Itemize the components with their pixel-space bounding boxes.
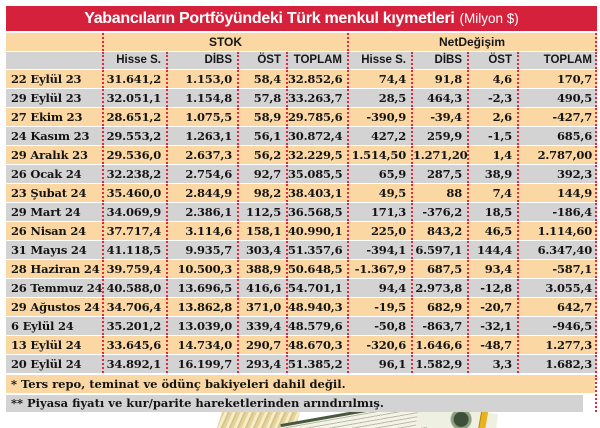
value-cell: 1.154,8 (166, 89, 237, 107)
value-cell: 3.114,6 (166, 222, 237, 240)
value-cell: 94,4 (347, 279, 411, 297)
value-cell: 92,7 (237, 165, 286, 183)
value-cell: 30.872,4 (286, 127, 347, 145)
value-cell: 427,2 (347, 127, 411, 145)
table-row (6, 317, 597, 335)
value-cell: 48.670,3 (286, 336, 347, 354)
title-unit: (Milyon $) (459, 11, 519, 26)
table-row (6, 108, 597, 126)
value-cell: 13.862,8 (166, 298, 237, 316)
value-cell: 464,3 (411, 89, 467, 107)
value-cell: 259,9 (411, 127, 467, 145)
value-cell: 1.682,3 (517, 355, 597, 373)
table-row (6, 260, 597, 278)
table-row (6, 336, 597, 354)
group-header-stok: STOK (102, 33, 347, 51)
date-cell: 29 Aralık 23 (11, 148, 88, 162)
column-header-date (6, 52, 102, 69)
value-cell: 35.201,2 (102, 317, 166, 335)
value-cell: -320,6 (347, 336, 411, 354)
value-cell: 7,4 (467, 184, 517, 202)
value-cell: 3,3 (467, 355, 517, 373)
value-cell: 33.263,7 (286, 89, 347, 107)
value-cell: -48,7 (467, 336, 517, 354)
securities-table-panel (6, 6, 597, 412)
value-cell: -50,8 (347, 317, 411, 335)
value-cell: 1.277,3 (517, 336, 597, 354)
value-cell: 91,8 (411, 70, 467, 88)
value-cell: 1.514,50 (347, 146, 411, 164)
date-cell: 28 Haziran 24 (11, 262, 100, 276)
value-cell: 1.114,60 (517, 222, 597, 240)
value-cell: 225,0 (347, 222, 411, 240)
value-cell: 38,9 (467, 165, 517, 183)
column-header: ÖST (467, 52, 517, 69)
value-cell: 2.973,8 (411, 279, 467, 297)
value-cell: -19,5 (347, 298, 411, 316)
date-cell: 6 Eylül 24 (11, 319, 74, 333)
value-cell: 58,4 (237, 70, 286, 88)
value-cell: 6.347,40 (517, 241, 597, 259)
date-cell: 31 Mayıs 24 (11, 243, 87, 257)
date-cell: 13 Eylül 24 (11, 338, 82, 352)
table-row (6, 146, 597, 164)
value-cell: 1.075,5 (166, 108, 237, 126)
value-cell: 371,0 (237, 298, 286, 316)
table-row (6, 165, 597, 183)
value-cell: 416,6 (237, 279, 286, 297)
value-cell: 171,3 (347, 203, 411, 221)
value-cell: 1.582,9 (411, 355, 467, 373)
value-cell: 40.990,1 (286, 222, 347, 240)
value-cell: 74,4 (347, 70, 411, 88)
value-cell: 36.568,5 (286, 203, 347, 221)
value-cell: -12,8 (467, 279, 517, 297)
value-cell: 65,9 (347, 165, 411, 183)
date-cell: 26 Nisan 24 (11, 224, 86, 238)
value-cell: 93,4 (467, 260, 517, 278)
page-title: Yabancıların Portföyündeki Türk menkul kıymetleri (84, 9, 455, 27)
value-cell: 50.648,5 (286, 260, 347, 278)
value-cell: 54.701,1 (286, 279, 347, 297)
value-cell: 46,5 (467, 222, 517, 240)
date-cell: 29 Mart 24 (11, 205, 81, 219)
table-row (6, 70, 597, 88)
value-cell: 392,3 (517, 165, 597, 183)
group-header-row (6, 33, 597, 51)
value-cell: 29.553,2 (102, 127, 166, 145)
column-header: Hisse S. (347, 52, 411, 69)
footnote-1: * Ters repo, teminat ve ödünç bakiyeleri dahil değil. (6, 375, 595, 393)
value-cell: 57,8 (237, 89, 286, 107)
value-cell: 29.536,0 (102, 146, 166, 164)
value-cell: -1,5 (467, 127, 517, 145)
value-cell: -863,7 (411, 317, 467, 335)
footnotes (6, 375, 597, 412)
value-cell: -32,1 (467, 317, 517, 335)
date-cell: 20 Eylül 24 (11, 357, 82, 371)
column-header: DİBS (166, 52, 237, 69)
value-cell: 642,7 (517, 298, 597, 316)
date-cell: 29 Eylül 23 (11, 91, 82, 105)
value-cell: 6.597,1 (411, 241, 467, 259)
date-cell: 23 Şubat 24 (11, 186, 87, 200)
value-cell: 170,7 (517, 70, 597, 88)
value-cell: -390,9 (347, 108, 411, 126)
value-cell: 1.271,20 (413, 148, 467, 162)
value-cell: 303,4 (237, 241, 286, 259)
value-cell: -1.367,9 (347, 260, 411, 278)
value-cell: -376,2 (411, 203, 467, 221)
table-row (6, 279, 597, 297)
date-cell: 29 Ağustos 24 (11, 300, 100, 314)
value-cell: 339,4 (237, 317, 286, 335)
table-row (6, 184, 597, 202)
value-cell: 28,5 (347, 89, 411, 107)
table-row (6, 298, 597, 316)
value-cell: 40.588,0 (102, 279, 166, 297)
value-cell: 144,4 (467, 241, 517, 259)
value-cell: 56,2 (237, 146, 286, 164)
title-bar (6, 6, 597, 31)
footnote-2: ** Piyasa fiyatı ve kur/parite hareketlerinden arındırılmış. (6, 395, 583, 412)
value-cell: 32.051,1 (102, 89, 166, 107)
value-cell: 51.357,6 (286, 241, 347, 259)
date-cell: 27 Ekim 23 (11, 110, 83, 124)
value-cell: -20,7 (467, 298, 517, 316)
value-cell: 88 (411, 184, 467, 202)
table-row (6, 127, 597, 145)
value-cell: 2.386,1 (166, 203, 237, 221)
value-cell: 13.696,5 (166, 279, 237, 297)
value-cell: 112,5 (237, 203, 286, 221)
value-cell: 4,6 (467, 70, 517, 88)
group-header-spacer (6, 33, 102, 51)
value-cell: 49,5 (347, 184, 411, 202)
value-cell: 687,5 (411, 260, 467, 278)
table-row (6, 241, 597, 259)
column-header-row (6, 52, 597, 69)
value-cell: 2.637,3 (166, 146, 237, 164)
value-cell: 32.852,6 (286, 70, 347, 88)
value-cell: 32.229,5 (286, 146, 347, 164)
date-cell: 26 Temmuz 24 (11, 281, 102, 295)
value-cell: 98,2 (237, 184, 286, 202)
date-cell: 24 Kasım 23 (11, 129, 90, 143)
value-cell: 3.055,4 (517, 279, 597, 297)
value-cell: 290,7 (237, 336, 286, 354)
value-cell: 56,1 (237, 127, 286, 145)
value-cell: -587,1 (517, 260, 597, 278)
value-cell: 1,4 (467, 146, 517, 164)
table-row (6, 203, 597, 221)
value-cell: 144,9 (517, 184, 597, 202)
value-cell: 58,9 (237, 108, 286, 126)
value-cell: 10.500,3 (166, 260, 237, 278)
column-header: Hisse S. (102, 52, 166, 69)
value-cell: 1.646,6 (411, 336, 467, 354)
column-header: DİBS (411, 52, 467, 69)
value-cell: 35.460,0 (102, 184, 166, 202)
value-cell: 2.787,00 (517, 146, 597, 164)
value-cell: 388,9 (237, 260, 286, 278)
value-cell: -2,3 (467, 89, 517, 107)
table-body (6, 70, 597, 373)
value-cell: 31.641,2 (102, 70, 166, 88)
value-cell: 41.118,5 (102, 241, 166, 259)
group-header-netdegisim: NetDeğişim (347, 33, 595, 51)
value-cell: 14.734,0 (166, 336, 237, 354)
column-header: TOPLAM (517, 52, 597, 69)
value-cell: 96,1 (347, 355, 411, 373)
value-cell: 37.717,4 (102, 222, 166, 240)
value-cell: 843,2 (411, 222, 467, 240)
table-row (6, 355, 597, 373)
date-cell: 22 Eylül 23 (11, 72, 82, 86)
value-cell: 48.579,6 (286, 317, 347, 335)
value-cell: 13.039,0 (166, 317, 237, 335)
value-cell: 685,6 (517, 127, 597, 145)
column-header: TOPLAM (286, 52, 347, 69)
value-cell: 1.263,1 (166, 127, 237, 145)
table-row (6, 89, 597, 107)
value-cell: 9.935,7 (166, 241, 237, 259)
value-cell: 2.844,9 (166, 184, 237, 202)
value-cell: 2,6 (467, 108, 517, 126)
value-cell: 35.085,5 (286, 165, 347, 183)
value-cell: 28.651,2 (102, 108, 166, 126)
column-header: ÖST (237, 52, 286, 69)
value-cell: 682,9 (411, 298, 467, 316)
value-cell: 29.785,6 (286, 108, 347, 126)
value-cell: 1.153,0 (166, 70, 237, 88)
value-cell: 38.403,1 (286, 184, 347, 202)
value-cell: 33.645,6 (102, 336, 166, 354)
value-cell: -39,4 (411, 108, 467, 126)
value-cell: 34.706,4 (102, 298, 166, 316)
value-cell: 34.892,1 (102, 355, 166, 373)
value-cell: -186,4 (517, 203, 597, 221)
value-cell: 490,5 (517, 89, 597, 107)
value-cell: 48.940,3 (286, 298, 347, 316)
value-cell: 287,5 (411, 165, 467, 183)
value-cell: 2.754,6 (166, 165, 237, 183)
value-cell: -946,5 (517, 317, 597, 335)
value-cell: 39.759,4 (102, 260, 166, 278)
value-cell: 51.385,2 (286, 355, 347, 373)
value-cell: 16.199,7 (166, 355, 237, 373)
value-cell: 34.069,9 (102, 203, 166, 221)
value-cell: 293,4 (237, 355, 286, 373)
value-cell: 158,1 (237, 222, 286, 240)
date-cell: 26 Ocak 24 (11, 167, 82, 181)
value-cell: 32.238,2 (102, 165, 166, 183)
table-row (6, 222, 597, 240)
value-cell: -427,7 (517, 108, 597, 126)
value-cell: 18,5 (467, 203, 517, 221)
value-cell: -394,1 (347, 241, 411, 259)
